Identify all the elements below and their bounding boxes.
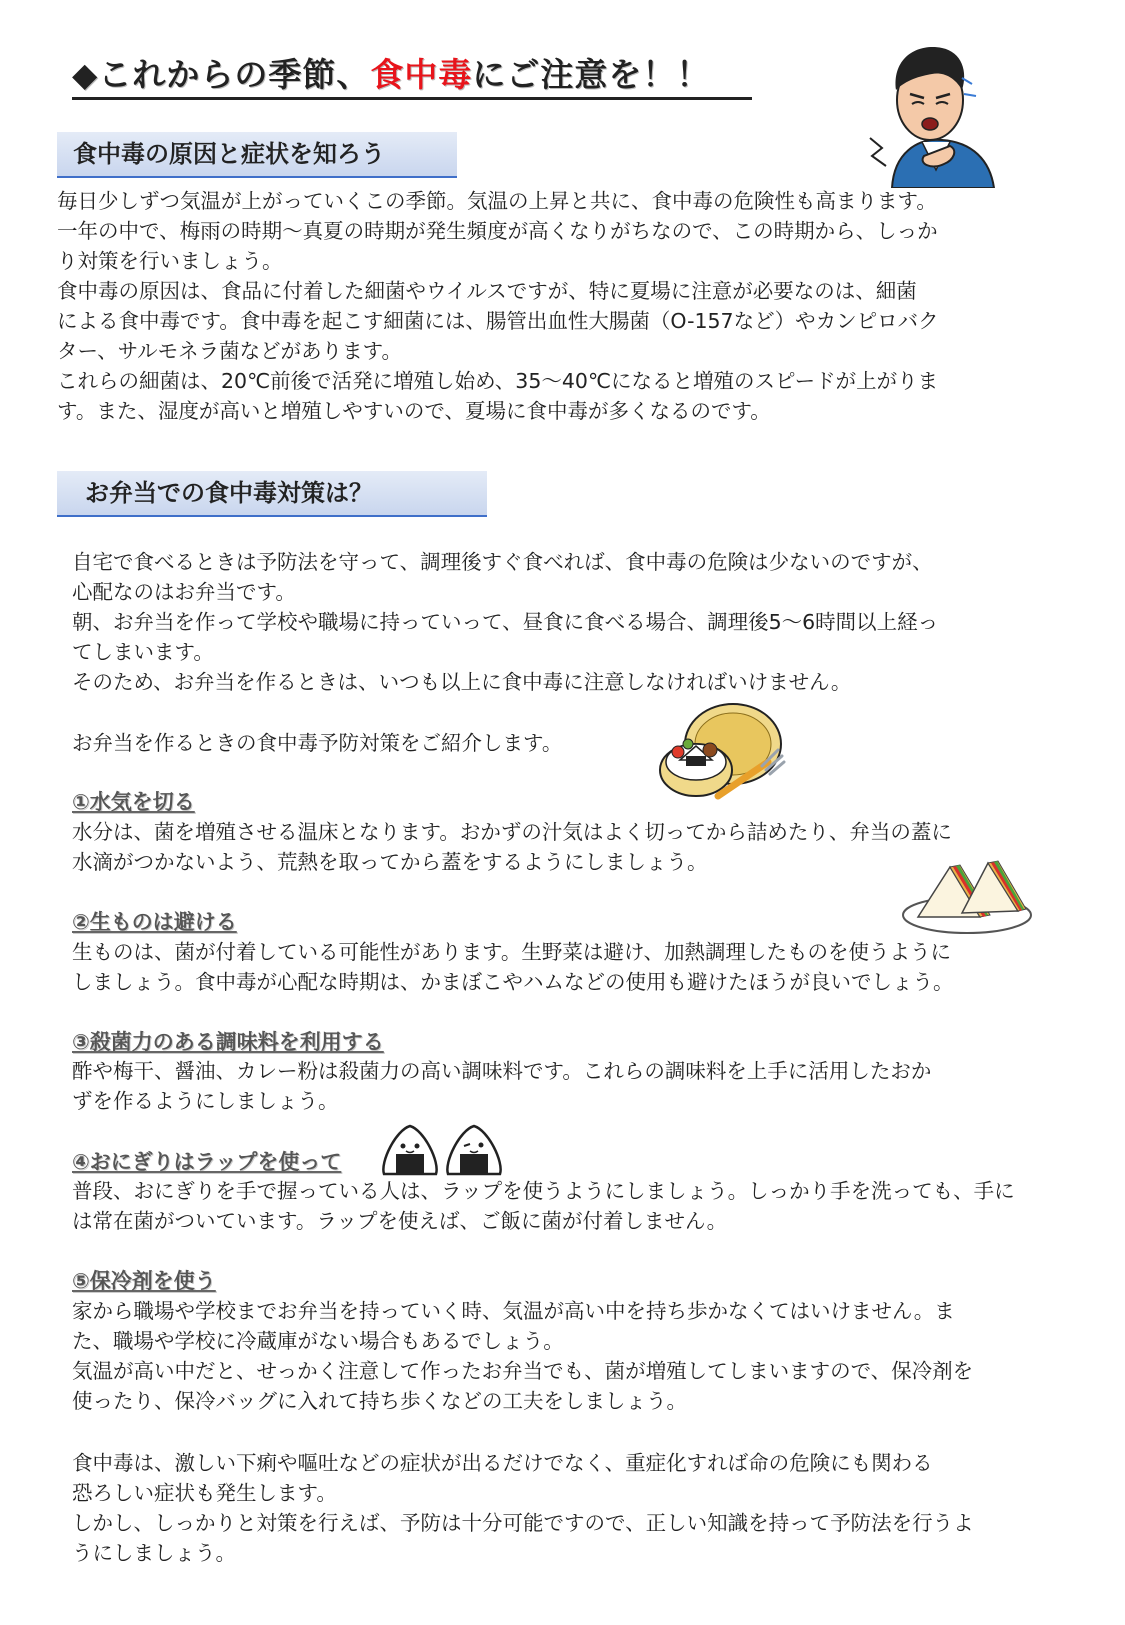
section-heading-bento: お弁当での食中毒対策は？: [57, 471, 487, 517]
tip-line: しましょう。食中毒が心配な時期は、かまぼこやハムなどの使用も避けたほうが良いでしょう。: [72, 970, 954, 994]
tip-line: 普段、おにぎりを手で握っている人は、ラップを使うようにしましょう。しっかり手を洗っても、手に: [72, 1179, 1015, 1203]
page-title: [72, 52, 752, 100]
tip-body-seasoning: [72, 1056, 931, 1116]
tip-body-raw-food: [72, 937, 954, 997]
closing-line: うにしましょう。: [72, 1541, 236, 1565]
tip-title-onigiri: ④おにぎりはラップを使って: [72, 1150, 342, 1174]
intro-line: てしまいます。: [72, 640, 214, 664]
onigiri-illustration: [380, 1122, 510, 1178]
tip-line: 水滴がつかないよう、荒熱を取ってから蓋をするようにしましょう。: [72, 850, 708, 874]
bento-box-illustration: [658, 700, 796, 812]
tip-body-ice-pack: [72, 1296, 973, 1416]
intro-line: 自宅で食べるときは予防法を守って、調理後すぐ食べれば、食中毒の危険は少ないのですが、: [72, 550, 933, 574]
section1-line: これらの細菌は、20℃前後で活発に増殖し始め、35～40℃になると増殖のスピードが上がりま: [57, 369, 939, 393]
tip-title-ice-pack: ⑤保冷剤を使う: [72, 1269, 216, 1293]
intro-line: 朝、お弁当を作って学校や職場に持っていって、昼食に食べる場合、調理後5～6時間以上経っ: [72, 610, 939, 634]
section1-line: 一年の中で、梅雨の時期～真夏の時期が発生頻度が高くなりがちなので、この時期から、しっか: [57, 219, 938, 243]
intro-line: 心配なのはお弁当です。: [72, 580, 296, 604]
tip-line: 気温が高い中だと、せっかく注意して作ったお弁当でも、菌が増殖してしまいますので、保冷剤を: [72, 1359, 974, 1383]
tip-line: 家から職場や学校までお弁当を持っていく時、気温が高い中を持ち歩かなくてはいけません。ま: [72, 1299, 955, 1323]
section1-line: による食中毒です。食中毒を起こす細菌には、腸管出血性大腸菌（O-157など）やカンピロバク: [57, 309, 939, 333]
closing-line: 恐ろしい症状も発生します。: [72, 1481, 337, 1505]
tip-line: た、職場や学校に冷蔵庫がない場合もあるでしょう。: [72, 1329, 564, 1353]
section2-intro: [72, 547, 938, 697]
tip-line: ずを作るようにしましょう。: [72, 1089, 339, 1113]
tip-body-water: [72, 817, 952, 877]
tip-line: は常在菌がついています。ラップを使えば、ご飯に菌が付着しません。: [72, 1209, 728, 1233]
closing-paragraph: [72, 1448, 974, 1568]
section1-line: 毎日少しずつ気温が上がっていくこの季節。気温の上昇と共に、食中毒の危険性も高まります。: [57, 189, 937, 213]
tip-line: 酢や梅干、醤油、カレー粉は殺菌力の高い調味料です。これらの調味料を上手に活用したおか: [72, 1059, 932, 1083]
sick-man-illustration: [862, 38, 1000, 188]
tip-body-onigiri: [72, 1176, 1015, 1236]
tip-line: 生ものは、菌が付着している可能性があります。生野菜は避け、加熱調理したものを使うように: [72, 940, 952, 964]
section1-line: ター、サルモネラ菌などがあります。: [57, 339, 403, 363]
sandwich-illustration: [900, 845, 1034, 935]
title-highlight: 食中毒: [370, 55, 473, 94]
tip-line: 水分は、菌を増殖させる温床となります。おかずの汁気はよく切ってから詰めたり、弁当の蓋に: [72, 820, 952, 844]
section1-body: [57, 186, 939, 426]
tips-lead: お弁当を作るときの食中毒予防対策をご紹介します。: [72, 731, 563, 755]
section1-line: り対策を行いましょう。: [57, 249, 283, 273]
closing-line: 食中毒は、激しい下痢や嘔吐などの症状が出るだけでなく、重症化すれば命の危険にも関わる: [72, 1451, 933, 1475]
tip-title-seasoning: ③殺菌力のある調味料を利用する: [72, 1030, 384, 1054]
title-prefix: ◆これからの季節、: [72, 55, 371, 94]
section-heading-causes: 食中毒の原因と症状を知ろう: [57, 132, 457, 178]
closing-line: しかし、しっかりと対策を行えば、予防は十分可能ですので、正しい知識を持って予防法を行うよ: [72, 1511, 974, 1535]
title-suffix: にご注意を！！: [472, 55, 711, 94]
tip-line: 使ったり、保冷バッグに入れて持ち歩くなどの工夫をしましょう。: [72, 1389, 687, 1413]
section1-line: 食中毒の原因は、食品に付着した細菌やウイルスですが、特に夏場に注意が必要なのは、細菌: [57, 279, 917, 303]
tip-title-water: ①水気を切る: [72, 790, 195, 814]
intro-line: そのため、お弁当を作るときは、いつも以上に食中毒に注意しなければいけません。: [72, 670, 852, 694]
tip-title-raw-food: ②生ものは避ける: [72, 910, 237, 934]
section1-line: す。また、湿度が高いと増殖しやすいので、夏場に食中毒が多くなるのです。: [57, 399, 771, 423]
